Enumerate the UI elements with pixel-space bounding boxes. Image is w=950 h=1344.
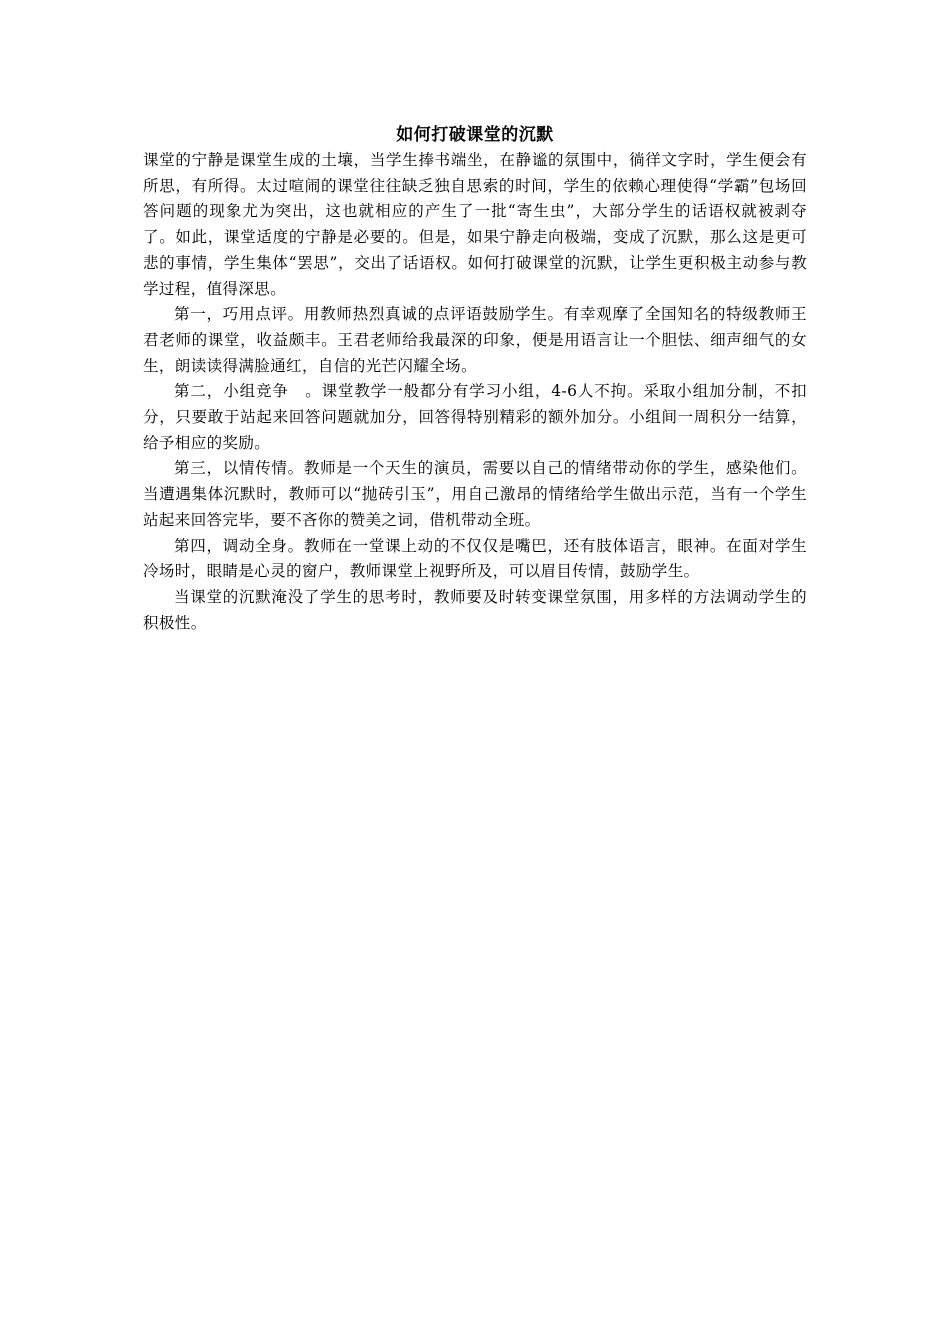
intro-paragraph: 课堂的宁静是课堂生成的土壤，当学生捧书端坐，在静谧的氛围中，徜徉文字时，学生便会有所思，有所得。太过喧闹的课堂往往缺乏独自思索的时间，学生的依赖心理使得“学霸”包场回答问题的现象尤为突出，这也就相应的产生了一批“寄生虫”，大部分学生的话语权就被剥夺了。如此，课堂适度的宁静是必要的。但是，如果宁静走向极端，变成了沉默，那么这是更可悲的事情，学生集体“罢思”，交出了话语权。如何打破课堂的沉默，让学生更积极主动参与教学过程，值得深思。: [143, 151, 807, 298]
document-title: 如何打破课堂的沉默: [396, 125, 554, 145]
conclusion-paragraph: 当课堂的沉默淹没了学生的思考时，教师要及时转变课堂氛围，用多样的方法调动学生的积极性。: [143, 587, 807, 632]
point-one-paragraph: 第一，巧用点评。用教师热烈真诚的点评语鼓励学生。有幸观摩了全国知名的特级教师王君老师的课堂，收益颇丰。王君老师给我最深的印象，便是用语言让一个胆怯、细声细气的女生，朗读读得满脸通红，自信的光芒闪耀全场。: [143, 305, 807, 375]
point-three-paragraph: 第三，以情传情。教师是一个天生的演员，需要以自己的情绪带动你的学生，感染他们。当遭遇集体沉默时，教师可以“抛砖引玉”，用自己激昂的情绪给学生做出示范，当有一个学生站起来回答完毕，要不吝你的赞美之词，借机带动全班。: [143, 459, 807, 529]
point-four-paragraph: 第四，调动全身。教师在一堂课上动的不仅仅是嘴巴，还有肢体语言，眼神。在面对学生冷场时，眼睛是心灵的窗户，教师课堂上视野所及，可以眉目传情，鼓励学生。: [143, 536, 807, 581]
document-body: [143, 148, 807, 636]
point-two-paragraph: 第二，小组竞争 。课堂教学一般都分有学习小组，4-6人不拘。采取小组加分制，不扣分，只要敢于站起来回答问题就加分，回答得特别精彩的额外加分。小组间一周积分一结算，给予相应的奖励。: [143, 382, 807, 452]
